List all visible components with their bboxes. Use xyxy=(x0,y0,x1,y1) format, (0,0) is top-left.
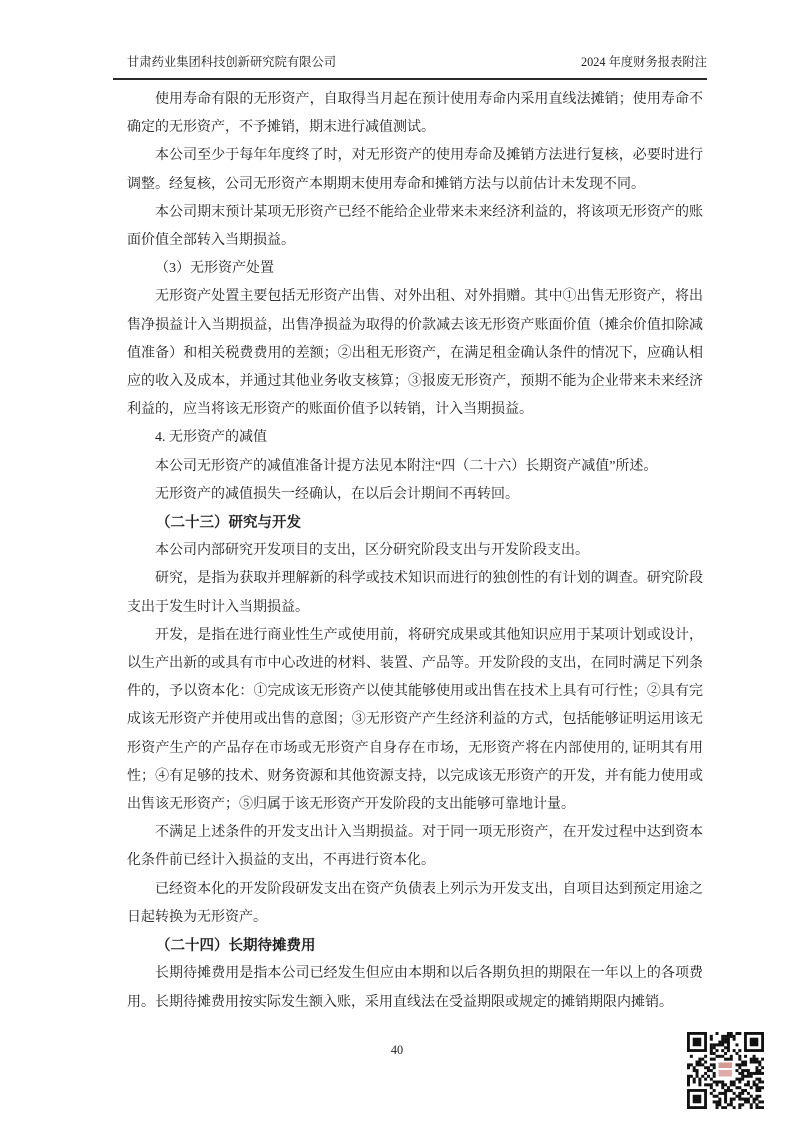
section-heading: （二十四）长期待摊费用 xyxy=(156,938,316,955)
paragraph: 长期待摊费用是指本公司已经发生但应由本期和以后各期负担的期限在一年以上的各项费用。长期待摊费用按实际发生额入账，采用直线法在受益期限或规定的摊销期限内摊销。 xyxy=(127,966,703,1010)
paragraph: 已经资本化的开发阶段研发支出在资产负债表上列示为开发支出，自项目达到预定用途之日起转换为无形资产。 xyxy=(127,881,703,925)
paragraph: 无形资产处置主要包括无形资产出售、对外出租、对外捐赠。其中①出售无形资产，将出售净损益计入当期损益，出售净损益为取得的价款减去该无形资产账面价值（摊余价值扣除减值准备）和相关税费费用的差额；②出租无形资产，在满足租金确认条件的情况下，应确认相应的收入及成本，并通过其他业务收支核算；③报废无形资产，预期不能为企业带来未来经济利益的，应当将该无形资产的账面价值予以转销，计入当期损益。 xyxy=(127,289,703,418)
paragraph: 本公司期末预计某项无形资产已经不能给企业带来未来经济利益的，将该项无形资产的账面价值全部转入当期损益。 xyxy=(127,204,703,249)
paragraph: 开发，是指在进行商业性生产或使用前，将研究成果或其他知识应用于某项计划或设计，以生产出新的或具有市中心改进的材料、装置、产品等。开发阶段的支出，在同时满足下列条件的，予以资本化：①完成该无形资产以使其能够使用或出售在技术上具有可行性；②具有完成该无形资产并使用或出售的意图；③无形资产产生经济利益的方式，包括能够证明运用该无形资产生产的产品存在市场或无形资产自身存在市场，无形资产将在内部使用的, 证明其有用性；④有足够的技术、财务资源和其他资源支持，以完成该无形资产的开发，并有能力使用或出售该无形资产；⑤归属于该无形资产开发阶段的支出能够可靠地计量。 xyxy=(127,627,703,813)
sub-heading: 4. 无形资产的减值 xyxy=(155,430,267,446)
paragraph: 本公司无形资产的减值准备计提方法见本附注“四（二十六）长期资产减值”所述。 xyxy=(155,458,658,474)
page-number: 40 xyxy=(390,1043,404,1057)
section-heading: （二十三）研究与开发 xyxy=(156,515,301,532)
document-body xyxy=(127,86,703,1017)
page-footer xyxy=(0,1043,794,1058)
paragraph: 不满足上述条件的开发支出计入当期损益。对于同一项无形资产，在开发过程中达到资本化条件前已经计入损益的支出，不再进行资本化。 xyxy=(127,825,703,869)
qr-code xyxy=(687,1032,764,1109)
paragraph: 本公司内部研究开发项目的支出，区分研究阶段支出与开发阶段支出。 xyxy=(155,543,589,559)
sub-heading: （3）无形资产处置 xyxy=(155,261,274,277)
paragraph: 无形资产的减值损失一经确认，在以后会计期间不再转回。 xyxy=(155,486,519,502)
page-header xyxy=(113,54,707,80)
paragraph: 本公司至少于每年年度终了时，对无形资产的使用寿命及摊销方法进行复核，必要时进行调整。经复核，公司无形资产本期期末使用寿命和摊销方法与以前估计未发现不同。 xyxy=(127,148,703,192)
qr-code-image xyxy=(687,1032,764,1109)
paragraph: 使用寿命有限的无形资产，自取得当月起在预计使用寿命内采用直线法摊销；使用寿命不确定的无形资产，不予摊销，期末进行减值测试。 xyxy=(127,92,703,136)
paragraph: 研究，是指为获取并理解新的科学或技术知识而进行的独创性的有计划的调查。研究阶段支出于发生时计入当期损益。 xyxy=(127,571,703,615)
header-doc-title: 2024 年度财务报表附注 xyxy=(580,55,707,69)
header-company-name: 甘肃药业集团科技创新研究院有限公司 xyxy=(127,55,337,69)
